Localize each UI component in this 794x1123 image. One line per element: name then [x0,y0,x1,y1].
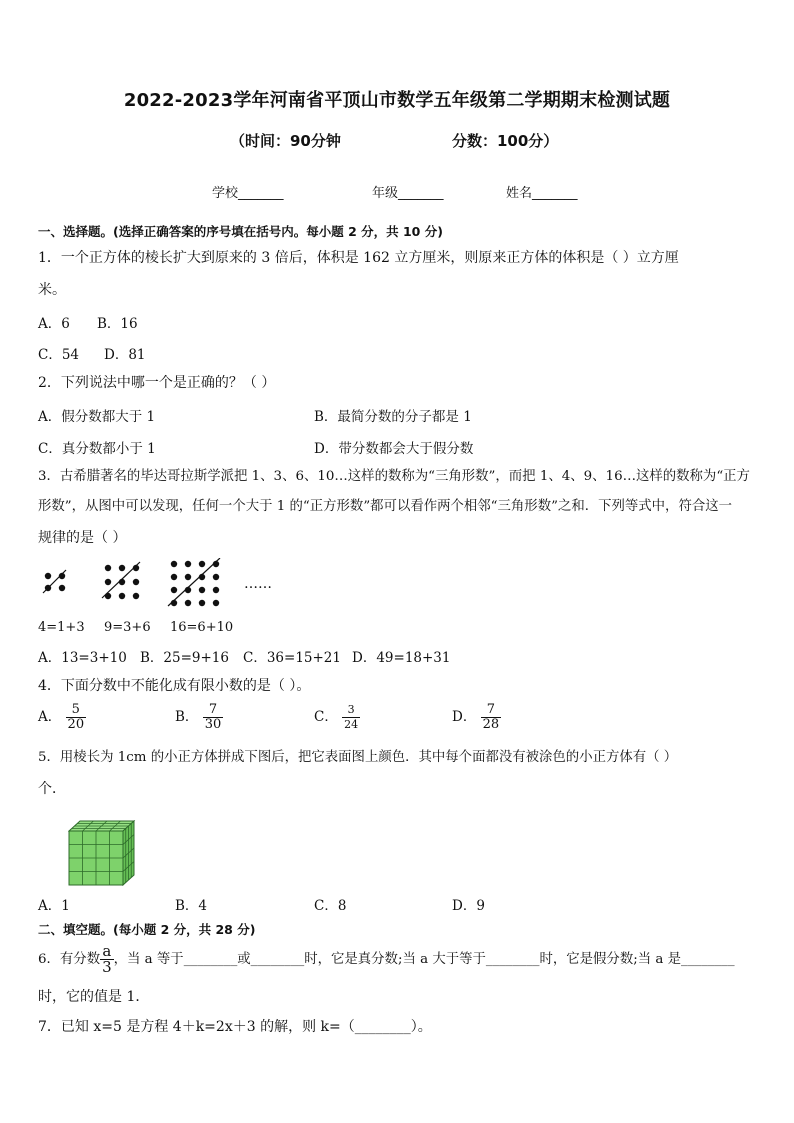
dots-3x3 [102,562,140,599]
cube-figure [68,820,140,886]
q1-option-c: C．54 [38,347,80,363]
q5-line2: 个． [38,781,66,797]
q1-line1: 1．一个正方体的棱长扩大到原来的 3 倍后，体积是 162 立方厘米，则原来正方体的体积是（ ）立方厘 [38,250,679,266]
time-label: （时间：90分钟 [230,132,341,150]
q4-option-b [175,703,223,732]
q6-rest: ，当 a 等于________或________时，它是真分数;当 a 大于等于________时，它是假分数;当 a 是________ [113,952,735,967]
q7-text: 7．已知 x=5 是方程 4＋k=2x＋3 的解，则 k=（________）。 [38,1019,432,1035]
q3-line3: 规律的是（ ） [38,530,127,546]
q5-option-d: D．9 [452,898,485,914]
section2-heading: 二、填空题。(每小题 2 分，共 28 分) [38,922,256,937]
name-field: 姓名_______ [506,186,578,201]
q5-option-c: C．8 [314,898,347,914]
q2-option-b: B．最简分数的分子都是 1 [314,409,472,425]
fraction-c-denominator: 24 [344,718,359,731]
q3-option-b: B．25=9+16 [140,650,229,666]
caption-9: 9=3+6 [104,620,151,635]
q1-option-a: A．6 [38,316,70,332]
q3-line2: 形数”，从图中可以发现，任何一个大于 1 的“正方形数”都可以看作两个相邻“三角形数”之和．下列等式中，符合这一 [38,499,733,514]
page-title: 2022-2023学年河南省平顶山市数学五年级第二学期期末检测试题 [123,90,671,111]
fraction-a-over-3-denominator: 3 [102,958,112,976]
caption-16: 16=6+10 [170,620,234,635]
fraction-a-numerator: 5 [66,703,87,718]
q3-option-d: D．49=18+31 [352,650,451,666]
q6-prefix: 6．有分数 [38,952,101,967]
q4-option-d [452,703,501,732]
fraction-b [203,703,224,732]
q3-option-a: A．13=3+10 [38,650,127,666]
fraction-a-over-3 [100,944,114,975]
grade-field: 年级_______ [372,186,444,201]
fraction-d-numerator: 7 [481,703,502,718]
fraction-b-numerator: 7 [203,703,224,718]
fraction-d-denominator: 28 [482,717,500,732]
q5-line1: 5．用棱长为 1cm 的小正方体拼成下图后，把它表面图上颜色．其中每个面都没有被涂色的小正方体有（ ） [38,750,678,765]
q4-option-d-label: D． [452,709,477,725]
fraction-d [481,703,502,732]
fraction-b-denominator: 30 [204,717,222,732]
fraction-a-denominator: 20 [67,717,85,732]
fraction-a-over-3-numerator: a [100,944,114,960]
q4-stem: 4．下面分数中不能化成有限小数的是（ ）。 [38,678,311,694]
q4-option-a-label: A． [38,709,62,725]
figure-ellipsis: …… [244,576,272,592]
q5-option-b: B．4 [175,898,208,914]
q4-option-c [314,703,360,732]
q3-option-c: C．36=15+21 [243,650,341,666]
q2-stem: 2．下列说法中哪一个是正确的？（ ） [38,375,276,391]
q1-option-b: B．16 [97,316,138,332]
dots-2x2 [43,570,66,593]
fraction-c [342,703,360,732]
score-label: 分数：100分） [452,132,559,150]
q2-option-a: A．假分数都大于 1 [38,409,156,425]
q4-option-a [38,703,86,732]
fraction-c-numerator: 3 [342,703,360,718]
q6-line2: 时，它的值是 1． [38,989,150,1005]
q4-option-c-label: C． [314,709,338,725]
school-field: 学校_______ [212,186,284,201]
triangular-square-numbers-figure [38,558,278,614]
dots-4x4 [168,558,220,606]
fraction-a [66,703,87,732]
caption-4: 4=1+3 [38,620,85,635]
q3-line1: 3．古希腊著名的毕达哥拉斯学派把 1、3、6、10…这样的数称为“三角形数”，而把 1、4、9、16…这样的数称为“正方 [38,469,750,484]
q5-option-a: A．1 [38,898,70,914]
section1-heading: 一、选择题。(选择正确答案的序号填在括号内。每小题 2 分，共 10 分) [38,224,443,239]
q2-option-d: D．带分数都会大于假分数 [314,441,474,457]
q2-option-c: C．真分数都小于 1 [38,441,156,457]
q4-option-b-label: B． [175,709,199,725]
q6-line1 [38,944,735,975]
q1-line2: 米。 [38,282,66,298]
q1-option-d: D．81 [104,347,146,363]
